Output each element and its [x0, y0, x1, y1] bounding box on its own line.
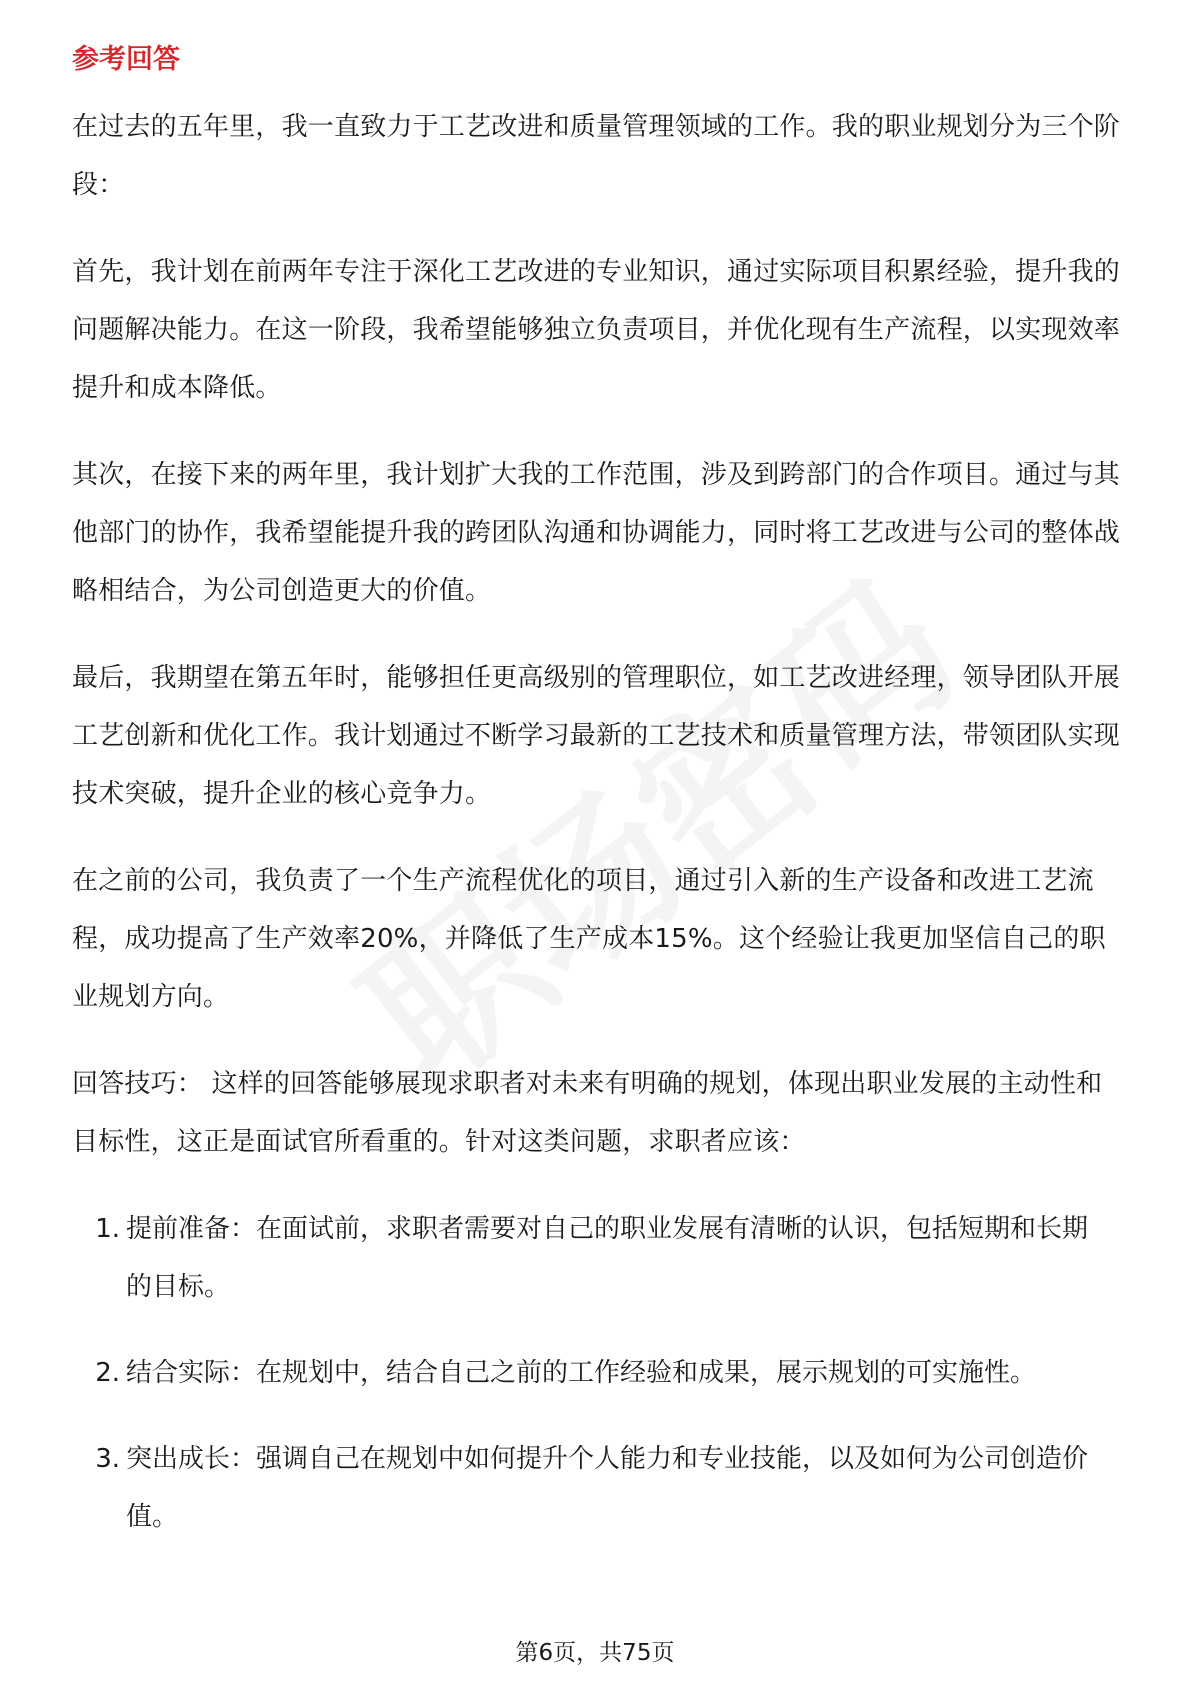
content-area	[72, 40, 1122, 1574]
list-item	[72, 1430, 1122, 1546]
paragraph-stage-2: 其次，在接下来的两年里，我计划扩大我的工作范围，涉及到跨部门的合作项目。通过与其他部门的协作，我希望能提升我的跨团队沟通和协调能力，同时将工艺改进与公司的整体战略相结合，为公司创造更大的价值。	[72, 460, 1121, 606]
list-text: 突出成长：强调自己在规划中如何提升个人能力和专业技能，以及如何为公司创造价值。	[126, 1444, 1089, 1532]
list-number: 1.	[95, 1214, 120, 1244]
list-text: 结合实际：在规划中，结合自己之前的工作经验和成果，展示规划的可实施性。	[126, 1358, 1037, 1388]
list-item	[72, 1344, 1122, 1402]
tips-list	[72, 1200, 1122, 1546]
page-footer: 第6页，共75页	[515, 1640, 675, 1666]
list-number: 2.	[95, 1358, 120, 1388]
list-text: 提前准备：在面试前，求职者需要对自己的职业发展有清晰的认识，包括短期和长期的目标。	[126, 1214, 1089, 1302]
section-heading: 参考回答	[72, 44, 180, 75]
list-number: 3.	[95, 1444, 120, 1474]
paragraph-experience: 在之前的公司，我负责了一个生产流程优化的项目，通过引入新的生产设备和改进工艺流程，成功提高了生产效率20%，并降低了生产成本15%。这个经验让我更加坚信自己的职业规划方向。	[72, 866, 1106, 1012]
paragraph-tips-intro: 回答技巧： 这样的回答能够展现求职者对未来有明确的规划，体现出职业发展的主动性和目标性，这正是面试官所看重的。针对这类问题，求职者应该：	[72, 1069, 1103, 1157]
paragraph-intro: 在过去的五年里，我一直致力于工艺改进和质量管理领域的工作。我的职业规划分为三个阶段：	[72, 112, 1121, 200]
paragraph-stage-3: 最后，我期望在第五年时，能够担任更高级别的管理职位，如工艺改进经理，领导团队开展工艺创新和优化工作。我计划通过不断学习最新的工艺技术和质量管理方法，带领团队实现技术突破，提升企业的核心竞争力。	[72, 663, 1121, 809]
paragraph-stage-1: 首先，我计划在前两年专注于深化工艺改进的专业知识，通过实际项目积累经验，提升我的问题解决能力。在这一阶段，我希望能够独立负责项目，并优化现有生产流程，以实现效率提升和成本降低。	[72, 257, 1121, 403]
list-item	[72, 1200, 1122, 1316]
